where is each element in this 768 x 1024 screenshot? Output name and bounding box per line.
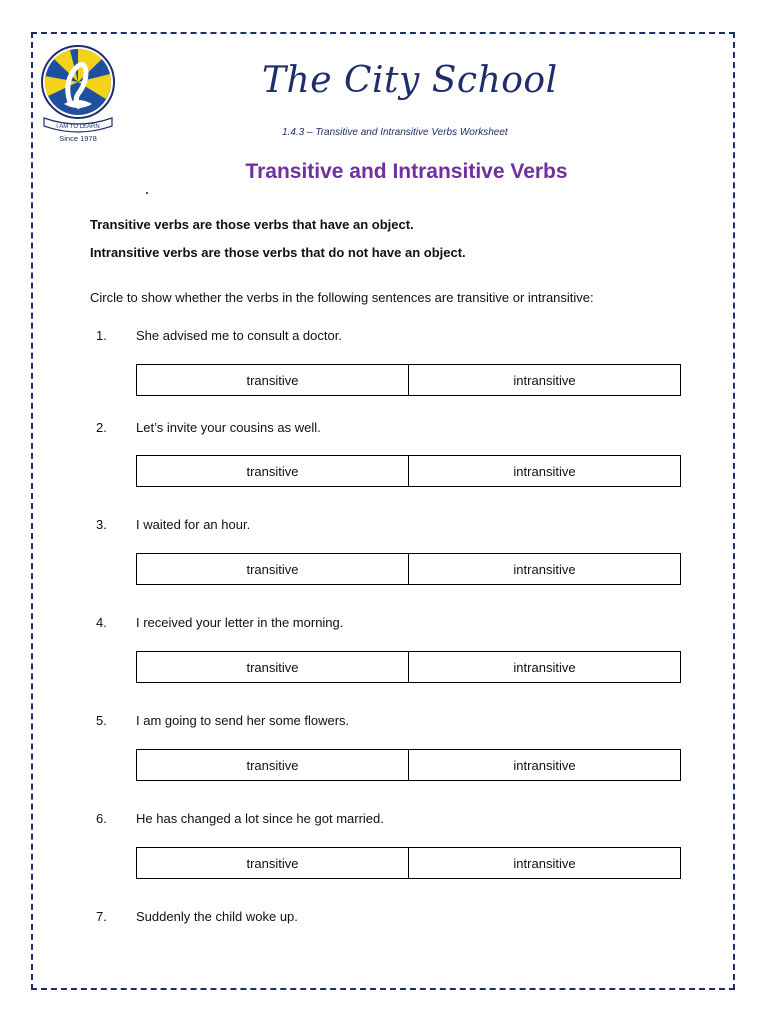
intransitive-definition: Intransitive verbs are those verbs that do not have an object. [90, 245, 466, 260]
question-text: I received your letter in the morning. [136, 615, 344, 630]
stray-dot [146, 192, 148, 194]
school-name: The City School [262, 60, 558, 101]
option-intransitive[interactable]: intransitive [408, 652, 680, 682]
answer-options [136, 651, 681, 683]
option-transitive[interactable]: transitive [246, 561, 299, 577]
option-intransitive[interactable]: intransitive [408, 750, 680, 780]
transitive-definition: Transitive verbs are those verbs that have an object. [90, 217, 414, 232]
option-transitive[interactable]: transitive [246, 463, 299, 479]
question-number: 1. [96, 328, 107, 343]
page-title: Transitive and Intransitive Verbs [245, 160, 568, 183]
question-number: 5. [96, 713, 107, 728]
question-text: I waited for an hour. [136, 517, 251, 532]
option-transitive[interactable]: transitive [246, 372, 299, 388]
option-transitive[interactable]: transitive [246, 855, 299, 871]
answer-options [136, 553, 681, 585]
option-intransitive[interactable]: intransitive [408, 554, 680, 584]
question-text: I am going to send her some flowers. [136, 713, 350, 728]
question-number: 4. [96, 615, 107, 630]
question-text: He has changed a lot since he got married. [136, 811, 384, 826]
school-logo [40, 44, 116, 144]
question-number: 7. [96, 909, 107, 924]
option-transitive[interactable]: transitive [246, 659, 299, 675]
option-transitive[interactable]: transitive [246, 757, 299, 773]
question-text: Suddenly the child woke up. [136, 909, 298, 924]
option-intransitive[interactable]: intransitive [408, 456, 680, 486]
question-text: She advised me to consult a doctor. [136, 328, 342, 343]
answer-options [136, 455, 681, 487]
question-number: 2. [96, 420, 107, 435]
worksheet-subtitle: 1.4.3 – Transitive and Intransitive Verbs Worksheet [282, 127, 508, 138]
question-text: Let’s invite your cousins as well. [136, 420, 321, 435]
answer-options [136, 847, 681, 879]
logo-motto: I AM TO LEARN [56, 124, 100, 130]
option-intransitive[interactable]: intransitive [408, 365, 680, 395]
answer-options [136, 364, 681, 396]
logo-since: Since 1978 [59, 134, 97, 143]
question-number: 6. [96, 811, 107, 826]
question-number: 3. [96, 517, 107, 532]
answer-options [136, 749, 681, 781]
option-intransitive[interactable]: intransitive [408, 848, 680, 878]
instruction-text: Circle to show whether the verbs in the following sentences are transitive or intransitive: [90, 290, 594, 305]
